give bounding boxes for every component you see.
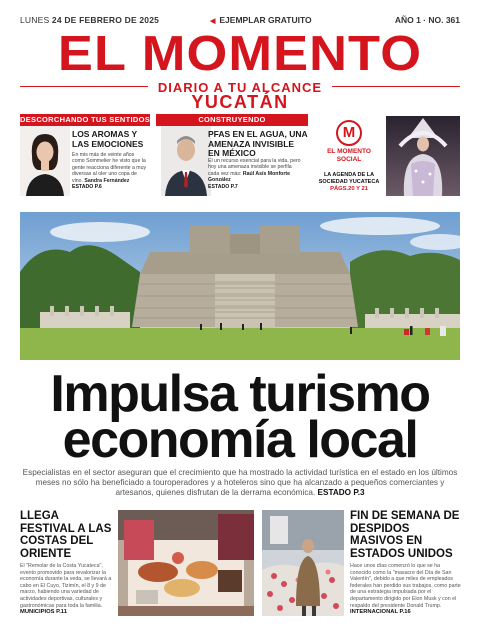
teaser-column-left[interactable] <box>20 114 150 196</box>
social-logo-icon: M <box>336 120 362 146</box>
page-ref: ESTADO P.7 <box>208 183 238 190</box>
free-copy-label: ◀ EJEMPLAR GRATUITO <box>210 15 312 25</box>
teaser-body: En mis más de veinte años como Sommelier he visto que la gente reacciona diferente a muy diversas al oler uno copa de vino. Sandra Fernández ESTADO P.6 <box>72 152 147 191</box>
carnival-queen-photo <box>386 116 460 196</box>
teaser-title: PFAS EN EL AGUA, UNA AMENAZA INVISIBLE EN MÉXICO <box>208 129 308 158</box>
lead-photo-chichen-itza <box>20 212 460 360</box>
main-headline-line-2[interactable]: economía local <box>62 411 418 469</box>
page-ref: ESTADO P.6 <box>72 184 102 191</box>
columnist-photo <box>20 126 70 196</box>
social-brand: EL MOMENTO SOCIAL <box>327 148 371 163</box>
story-title: FIN DE SEMANA DE DESPIDOS MASIVOS EN ESTADOS UNIDOS <box>350 510 460 560</box>
teaser-social[interactable] <box>314 114 460 196</box>
issue-date: LUNES 24 DE FEBRERO DE 2025 <box>20 15 160 25</box>
story-layoffs[interactable] <box>350 510 462 615</box>
triangle-icon: ◀ <box>210 18 216 25</box>
layoffs-photo <box>262 510 344 616</box>
teaser-title: LOS AROMAS Y LAS EMOCIONES <box>72 129 144 149</box>
page-ref: INTERNACIONAL P.16 <box>350 609 411 616</box>
story-festival[interactable] <box>20 510 112 615</box>
edition-region: YUCATÁN <box>191 92 289 112</box>
divider <box>332 86 460 87</box>
issue-number: AÑO 1 · NO. 361 <box>394 15 460 25</box>
tagline: DIARIO A TU ALCANCE <box>157 80 323 95</box>
teaser-body: El un recurso esencial para la vida, pero hoy una amenaza invisible se perfila cada vez más: Raúl Asís Monforte González ESTADO P.7 <box>208 158 301 190</box>
top-info-bar <box>20 14 460 26</box>
story-title: LLEGA FESTIVAL A LAS COSTAS DEL ORIENTE <box>20 510 112 560</box>
columnist-photo <box>156 126 216 196</box>
page-ref: MUNICIPIOS P.11 <box>20 609 67 616</box>
newspaper-name: EL MOMENTO <box>57 27 423 81</box>
story-body: Hace unos días comenzó lo que se ha conocido como la "masacre del Día de San Valentín", debido a que miles de empleados federales han perdido sus trabajos, como parte de una estrategia impulsada por el departamento dirigido por Elon Musk y con el respaldo del presidente Donald Trump. <box>350 563 461 609</box>
main-headline-line-1[interactable]: Impulsa turismo <box>50 365 430 423</box>
social-agenda: LA AGENDA DE LA SOCIEDAD YUCATECA <box>318 172 380 185</box>
lead-summary: Especialistas en el sector aseguran que el crecimiento que ha mostrado la actividad turística en el estado en los últimos meses no sólo ha beneficiado a touroperadores y a hoteleros sino que ha alcanzado a pequeños comerciantes y artesanos, quienes disfrutan de la derrama económica. ESTADO P.3 <box>22 468 458 497</box>
page-ref: PÁGS.20 Y 21 <box>330 186 368 192</box>
section-label: DESCORCHANDO TUS SENTIDOS <box>20 115 151 124</box>
teaser-column-middle[interactable] <box>156 114 308 196</box>
page-ref: ESTADO P.3 <box>317 488 365 497</box>
festival-photo <box>118 510 254 616</box>
section-label: CONSTRUYENDO <box>156 114 308 126</box>
masthead <box>20 27 460 81</box>
story-body: El "Remolar de la Costa Yucateca", evento promovido para revalorizar la economía durante la veda, se llevará a cabo en El Cuyo, Tizimín, el 8 y 9 de marzo, habiendo una variedad de actividades deportivas, culturales y gastronómicas para toda la familia. <box>20 563 112 609</box>
